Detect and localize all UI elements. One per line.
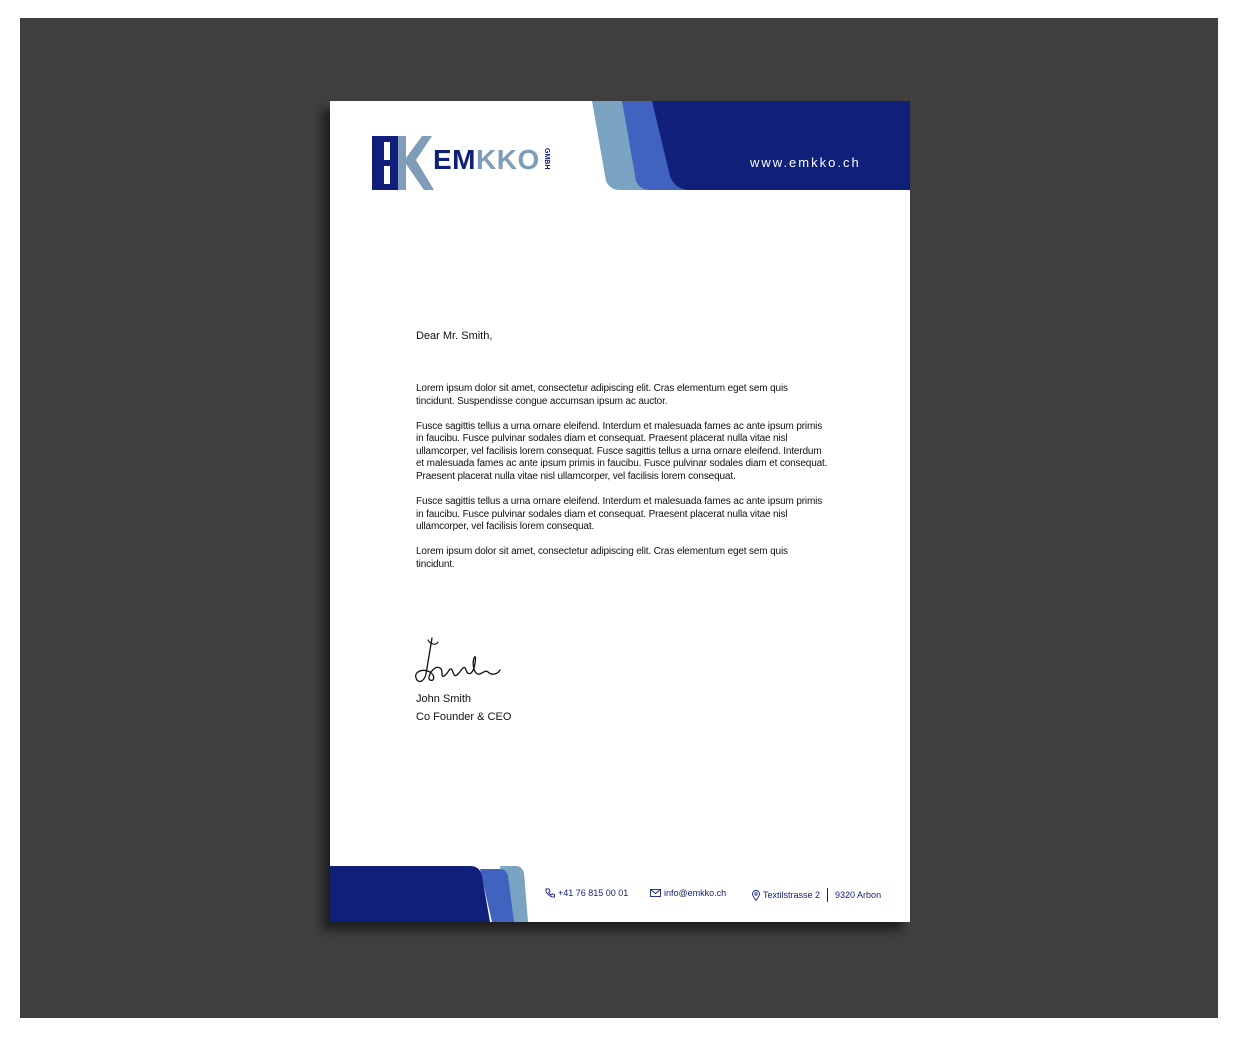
footer-street: Textilstrasse 2 — [763, 890, 821, 900]
phone-icon — [545, 888, 555, 898]
address-divider — [827, 888, 828, 902]
brand-legal-suffix: GMBH — [543, 148, 550, 170]
brand-wordmark-em: EM — [433, 144, 476, 175]
footer-email-text: info@emkko.ch — [664, 888, 727, 898]
footer-phone[interactable] — [545, 888, 628, 898]
letter-greeting: Dear Mr. Smith, — [416, 330, 493, 342]
footer-address — [752, 888, 881, 902]
footer-city: 9320 Arbon — [835, 890, 882, 900]
signer-name: John Smith — [416, 693, 472, 705]
website-url[interactable]: www.emkko.ch — [750, 155, 861, 170]
footer-band — [330, 101, 910, 922]
envelope-icon — [650, 889, 661, 897]
brand-wordmark-kko: KKO — [476, 144, 540, 175]
location-pin-icon — [752, 890, 760, 901]
footer-phone-text: +41 76 815 00 01 — [558, 888, 629, 898]
footer-band-navy — [330, 866, 490, 922]
signer-title: Co Founder & CEO — [416, 711, 512, 723]
letter-paragraph: Lorem ipsum dolor sit amet, consectetur adipiscing elit. Cras elementum eget sem quis tincidunt. — [416, 546, 788, 571]
letter-paragraph: Fusce sagittis tellus a urna ornare eleifend. Interdum et malesuada fames ac ante ipsum primis in faucibu. Fusce pulvinar sodales diam et consequat. Praesent placerat nulla vitae nisl ullamcorper, vel facilisis lorem consequat. Fusce sagittis tellus a urna ornare eleifend. Interdum et malesuada fames ac ante ipsum primis in faucibu. Fusce pulvinar sodales diam et consequat. Praesent placerat nulla vitae nisl ullamcorper, vel facilisis lorem consequat. — [416, 420, 828, 483]
letter-paragraph: Fusce sagittis tellus a urna ornare eleifend. Interdum et malesuada fames ac ante ipsum primis in faucibu. Fusce pulvinar sodales diam et consequat. Praesent placerat nulla vitae nisl ullamcorper, vel facilisis lorem consequat. — [416, 496, 823, 533]
letter-paragraph: Lorem ipsum dolor sit amet, consectetur adipiscing elit. Cras elementum eget sem quis tincidunt. Suspendisse congue accumsan ipsum ac auctor. — [416, 383, 788, 407]
footer-email[interactable] — [650, 888, 726, 898]
letterhead-page — [330, 101, 910, 922]
